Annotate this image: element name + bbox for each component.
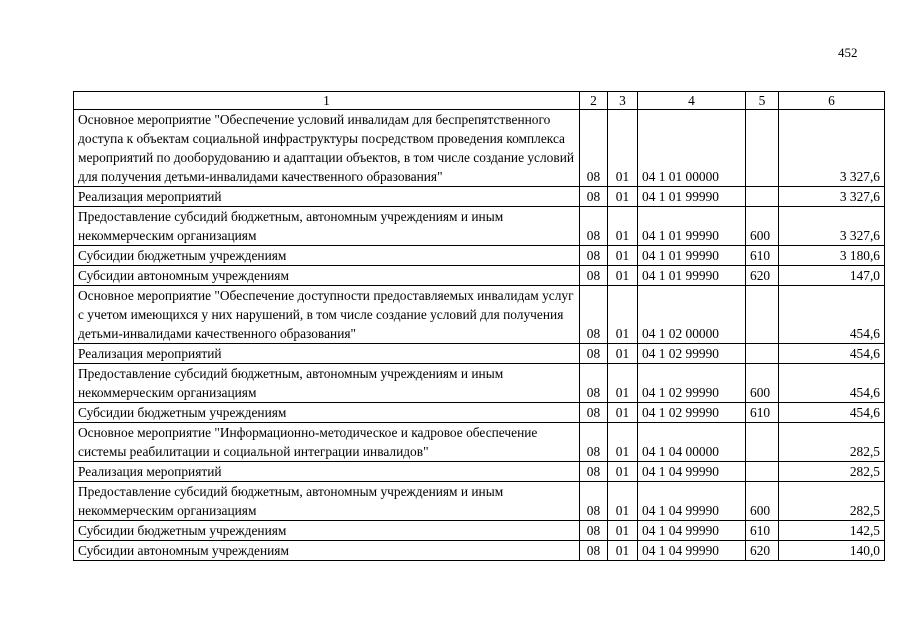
row-section-cell: 08 — [580, 246, 608, 266]
row-section-cell: 08 — [580, 521, 608, 541]
table-row — [74, 423, 885, 462]
row-amount-cell: 142,5 — [779, 521, 885, 541]
row-section-cell: 08 — [580, 482, 608, 521]
row-subsection-cell: 01 — [608, 207, 638, 246]
row-name-cell: Реализация мероприятий — [74, 462, 580, 482]
budget-table — [73, 91, 885, 561]
row-amount-cell: 282,5 — [779, 482, 885, 521]
header-col-target: 4 — [638, 92, 746, 110]
row-name-cell: Основное мероприятие "Обеспечение доступности предоставляемых инвалидам услуг с учетом имеющихся у них нарушений, в том числе создание условий для получения детьми-инвалидами качественного образования" — [74, 286, 580, 344]
row-amount-cell: 3 180,6 — [779, 246, 885, 266]
row-amount-cell: 454,6 — [779, 364, 885, 403]
row-name-cell: Основное мероприятие "Обеспечение условий инвалидам для беспрепятственного доступа к объектам социальной инфраструктуры посредством проведения комплекса мероприятий по дооборудованию и адаптации объектов, в том числе создание условий для получения детьми-инвалидами качественного образования" — [74, 110, 580, 187]
row-expense-type-cell — [746, 110, 779, 187]
row-target-code-cell: 04 1 04 99990 — [638, 541, 746, 561]
table-row — [74, 187, 885, 207]
row-target-code-cell: 04 1 04 99990 — [638, 482, 746, 521]
row-expense-type-cell — [746, 462, 779, 482]
row-target-code-cell: 04 1 02 00000 — [638, 286, 746, 344]
row-subsection-cell: 01 — [608, 403, 638, 423]
row-subsection-cell: 01 — [608, 521, 638, 541]
row-section-cell: 08 — [580, 286, 608, 344]
row-name-cell: Субсидии автономным учреждениям — [74, 266, 580, 286]
row-subsection-cell: 01 — [608, 344, 638, 364]
row-subsection-cell: 01 — [608, 364, 638, 403]
row-subsection-cell: 01 — [608, 266, 638, 286]
row-target-code-cell: 04 1 01 99990 — [638, 246, 746, 266]
row-target-code-cell: 04 1 04 99990 — [638, 521, 746, 541]
row-section-cell: 08 — [580, 364, 608, 403]
header-col-subsection: 3 — [608, 92, 638, 110]
row-name-cell: Субсидии бюджетным учреждениям — [74, 246, 580, 266]
row-expense-type-cell — [746, 187, 779, 207]
row-name-cell: Субсидии автономным учреждениям — [74, 541, 580, 561]
table-row — [74, 246, 885, 266]
row-expense-type-cell — [746, 423, 779, 462]
row-target-code-cell: 04 1 02 99990 — [638, 344, 746, 364]
row-target-code-cell: 04 1 04 99990 — [638, 462, 746, 482]
row-name-cell: Реализация мероприятий — [74, 344, 580, 364]
row-amount-cell: 454,6 — [779, 286, 885, 344]
row-amount-cell: 140,0 — [779, 541, 885, 561]
row-subsection-cell: 01 — [608, 187, 638, 207]
row-subsection-cell: 01 — [608, 423, 638, 462]
table-row — [74, 110, 885, 187]
row-name-cell: Субсидии бюджетным учреждениям — [74, 521, 580, 541]
table-row — [74, 403, 885, 423]
table-row — [74, 462, 885, 482]
table-row — [74, 286, 885, 344]
row-subsection-cell: 01 — [608, 286, 638, 344]
row-section-cell: 08 — [580, 423, 608, 462]
row-target-code-cell: 04 1 01 99990 — [638, 207, 746, 246]
row-section-cell: 08 — [580, 187, 608, 207]
row-name-cell: Предоставление субсидий бюджетным, автономным учреждениям и иным некоммерческим организациям — [74, 364, 580, 403]
row-expense-type-cell: 600 — [746, 482, 779, 521]
table-body — [74, 110, 885, 561]
row-expense-type-cell — [746, 344, 779, 364]
row-expense-type-cell: 620 — [746, 266, 779, 286]
row-target-code-cell: 04 1 02 99990 — [638, 403, 746, 423]
header-col-expense-type: 5 — [746, 92, 779, 110]
row-subsection-cell: 01 — [608, 541, 638, 561]
row-amount-cell: 454,6 — [779, 403, 885, 423]
table-row — [74, 364, 885, 403]
row-expense-type-cell: 600 — [746, 364, 779, 403]
row-section-cell: 08 — [580, 462, 608, 482]
row-section-cell: 08 — [580, 403, 608, 423]
row-section-cell: 08 — [580, 344, 608, 364]
row-name-cell: Реализация мероприятий — [74, 187, 580, 207]
row-amount-cell: 3 327,6 — [779, 207, 885, 246]
header-row — [74, 92, 885, 110]
header-col-section: 2 — [580, 92, 608, 110]
row-expense-type-cell: 600 — [746, 207, 779, 246]
row-amount-cell: 3 327,6 — [779, 187, 885, 207]
row-amount-cell: 454,6 — [779, 344, 885, 364]
row-section-cell: 08 — [580, 541, 608, 561]
row-section-cell: 08 — [580, 207, 608, 246]
header-col-amount: 6 — [779, 92, 885, 110]
table-row — [74, 344, 885, 364]
row-name-cell: Субсидии бюджетным учреждениям — [74, 403, 580, 423]
row-expense-type-cell: 610 — [746, 521, 779, 541]
header-col-name: 1 — [74, 92, 580, 110]
row-target-code-cell: 04 1 01 00000 — [638, 110, 746, 187]
table-row — [74, 521, 885, 541]
row-subsection-cell: 01 — [608, 110, 638, 187]
row-target-code-cell: 04 1 01 99990 — [638, 266, 746, 286]
row-subsection-cell: 01 — [608, 246, 638, 266]
row-expense-type-cell — [746, 286, 779, 344]
row-target-code-cell: 04 1 01 99990 — [638, 187, 746, 207]
row-subsection-cell: 01 — [608, 482, 638, 521]
row-expense-type-cell: 610 — [746, 403, 779, 423]
row-amount-cell: 282,5 — [779, 423, 885, 462]
row-amount-cell: 3 327,6 — [779, 110, 885, 187]
row-subsection-cell: 01 — [608, 462, 638, 482]
row-amount-cell: 282,5 — [779, 462, 885, 482]
row-name-cell: Предоставление субсидий бюджетным, автономным учреждениям и иным некоммерческим организациям — [74, 207, 580, 246]
row-expense-type-cell: 620 — [746, 541, 779, 561]
table-row — [74, 266, 885, 286]
row-expense-type-cell: 610 — [746, 246, 779, 266]
row-target-code-cell: 04 1 04 00000 — [638, 423, 746, 462]
table-row — [74, 207, 885, 246]
table-row — [74, 541, 885, 561]
row-section-cell: 08 — [580, 110, 608, 187]
row-target-code-cell: 04 1 02 99990 — [638, 364, 746, 403]
table-row — [74, 482, 885, 521]
row-name-cell: Предоставление субсидий бюджетным, автономным учреждениям и иным некоммерческим организациям — [74, 482, 580, 521]
row-name-cell: Основное мероприятие "Информационно-методическое и кадровое обеспечение системы реабилитации и социальной интеграции инвалидов" — [74, 423, 580, 462]
row-section-cell: 08 — [580, 266, 608, 286]
row-amount-cell: 147,0 — [779, 266, 885, 286]
page-number: 452 — [838, 45, 858, 60]
